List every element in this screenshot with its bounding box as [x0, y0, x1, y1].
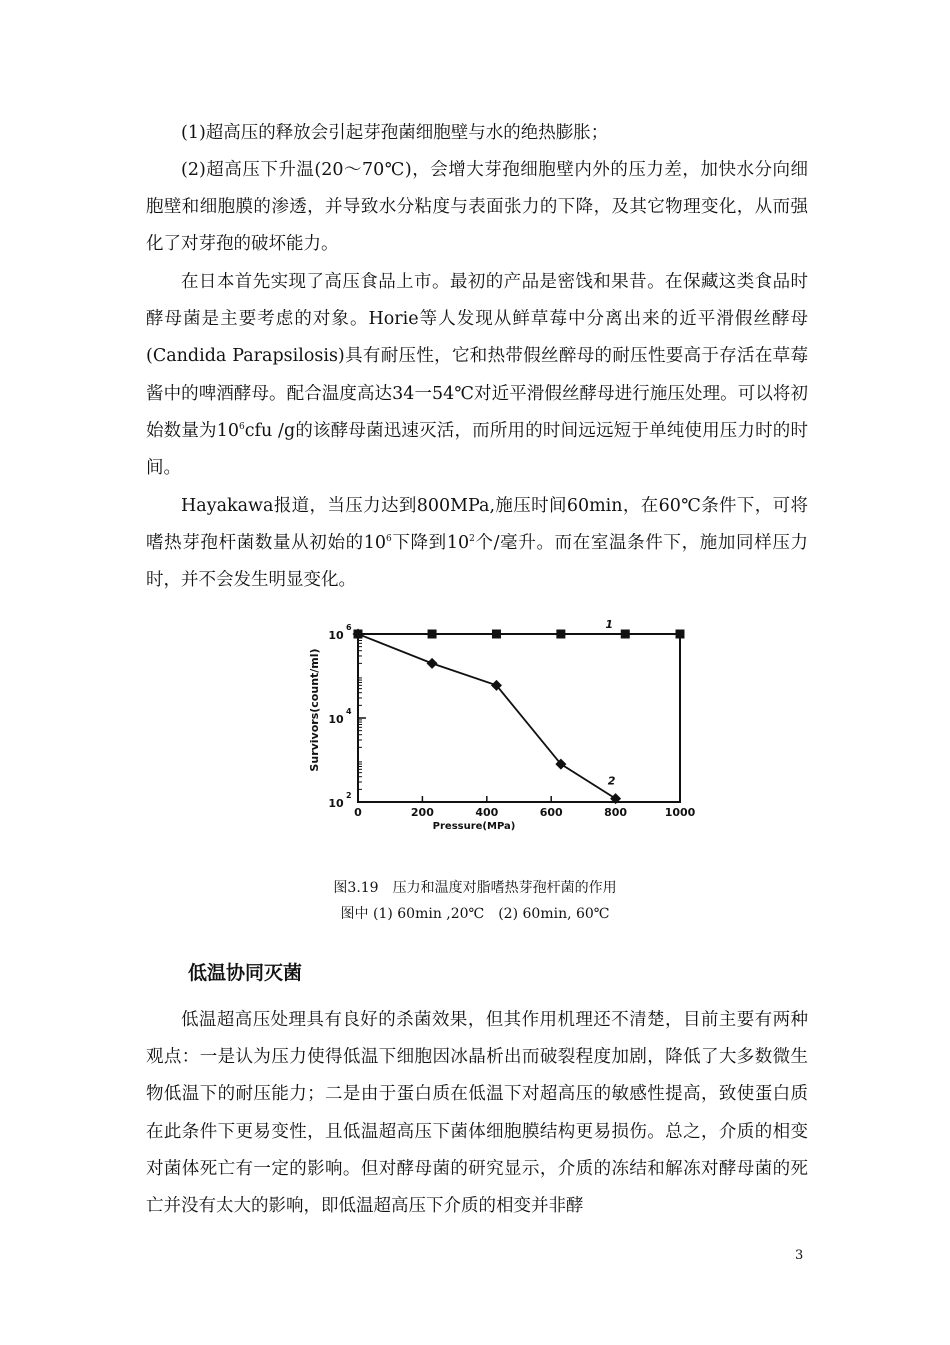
paragraph-3	[146, 264, 808, 487]
series-2-point	[427, 658, 438, 669]
page-number: 3	[795, 1248, 804, 1263]
series-1-label: 1	[605, 618, 613, 631]
paragraph-5: 低温超高压处理具有良好的杀菌效果，但其作用机理还不清楚，目前主要有两种观点：一是认为压力使得低温下细胞因冰晶析出而破裂程度加剧，降低了大多数微生物低温下的耐压能力；二是由于蛋白质在低温下对超高压的敏感性提高，致使蛋白质在此条件下更易变性，且低温超高压下菌体细胞膜结构更易损伤。总之，介质的相变对菌体死亡有一定的影响。但对酵母菌的研究显示，介质的冻结和解冻对酵母菌的死亡并没有太大的影响，即低温超高压下介质的相变并非酵	[146, 1010, 808, 1217]
x-tick-label: 400	[475, 806, 499, 819]
x-tick-label: 800	[604, 806, 628, 819]
series-1-point	[428, 630, 437, 639]
y-tick-base: 10	[328, 629, 344, 642]
series-1-point	[676, 630, 685, 639]
chart-plot-area	[308, 618, 695, 832]
y-tick-exponent: 4	[346, 707, 352, 716]
chart-frame	[358, 634, 680, 802]
paragraph-4-text-c: 个/毫升。而在室温条件下，施加同样压力时，并不会发生明显变化。	[146, 533, 808, 591]
paragraph-4	[146, 488, 808, 600]
series-2-label: 2	[607, 774, 616, 788]
series-1-point	[621, 630, 630, 639]
paragraph-4-text-b: 下降到10	[391, 533, 470, 554]
paragraph-3-text-a: 在日本首先实现了高压食品上市。最初的产品是密饯和果昔。在保藏这类食品时酵母菌是主要考虑的对象。Horie等人发现从鲜草莓中分离出来的近平滑假丝酵母(Candida Parapsilosis)具有耐压性，它和热带假丝醉母的耐压性要高于存活在草莓酱中的啤酒酵母。配合温度高达34一54℃对近平滑假丝酵母进行施压处理。可以将初始数量为10	[146, 272, 808, 441]
x-axis-title: Pressure(MPa)	[432, 821, 516, 832]
x-tick-label: 0	[354, 806, 362, 819]
y-tick-exponent: 6	[346, 623, 352, 632]
y-tick-base: 10	[328, 797, 344, 810]
section-heading: 低温协同灭菌	[188, 962, 303, 984]
paragraph-3-text-b: cfu /g的该酵母菌迅速灭活，而所用的时间远远短于单纯使用压力时的时间。	[146, 420, 808, 479]
y-axis-title: Survivors(count/ml)	[308, 648, 321, 772]
paragraph-4-text-a: Hayakawa报道，当压力达到800MPa,施压时间60min，在60℃条件下，可将嗜热芽孢杆菌数量从初始的10	[146, 496, 808, 554]
series-1-point	[556, 630, 565, 639]
paragraph-4-superscript-2: 2	[469, 534, 475, 545]
y-tick-exponent: 2	[346, 791, 352, 800]
figure-caption-line-1: 图3.19 压力和温度对脂嗜热芽孢杆菌的作用	[333, 880, 617, 896]
paragraph-4-superscript-1: 6	[386, 534, 392, 545]
figure-caption-line-2: 图中 (1) 60min ,20℃ (2) 60min, 60℃	[340, 906, 610, 922]
x-tick-label: 200	[410, 806, 434, 819]
paragraph-3-superscript: 6	[239, 421, 245, 432]
series-2-line	[358, 634, 616, 799]
x-tick-label: 1000	[664, 806, 695, 819]
y-tick-base: 10	[328, 713, 344, 726]
series-1-point	[492, 630, 501, 639]
survivors-pressure-chart	[300, 612, 695, 844]
x-tick-label: 600	[539, 806, 563, 819]
paragraph-2: (2)超高压下升温(20～70℃)，会增大芽孢细胞壁内外的压力差，加快水分向细胞壁和细胞膜的渗透，并导致水分粘度与表面张力的下降，及其它物理变化，从而强化了对芽孢的破坏能力。	[146, 160, 808, 255]
paragraph-1: (1)超高压的释放会引起芽孢菌细胞壁与水的绝热膨胀；	[181, 123, 609, 143]
